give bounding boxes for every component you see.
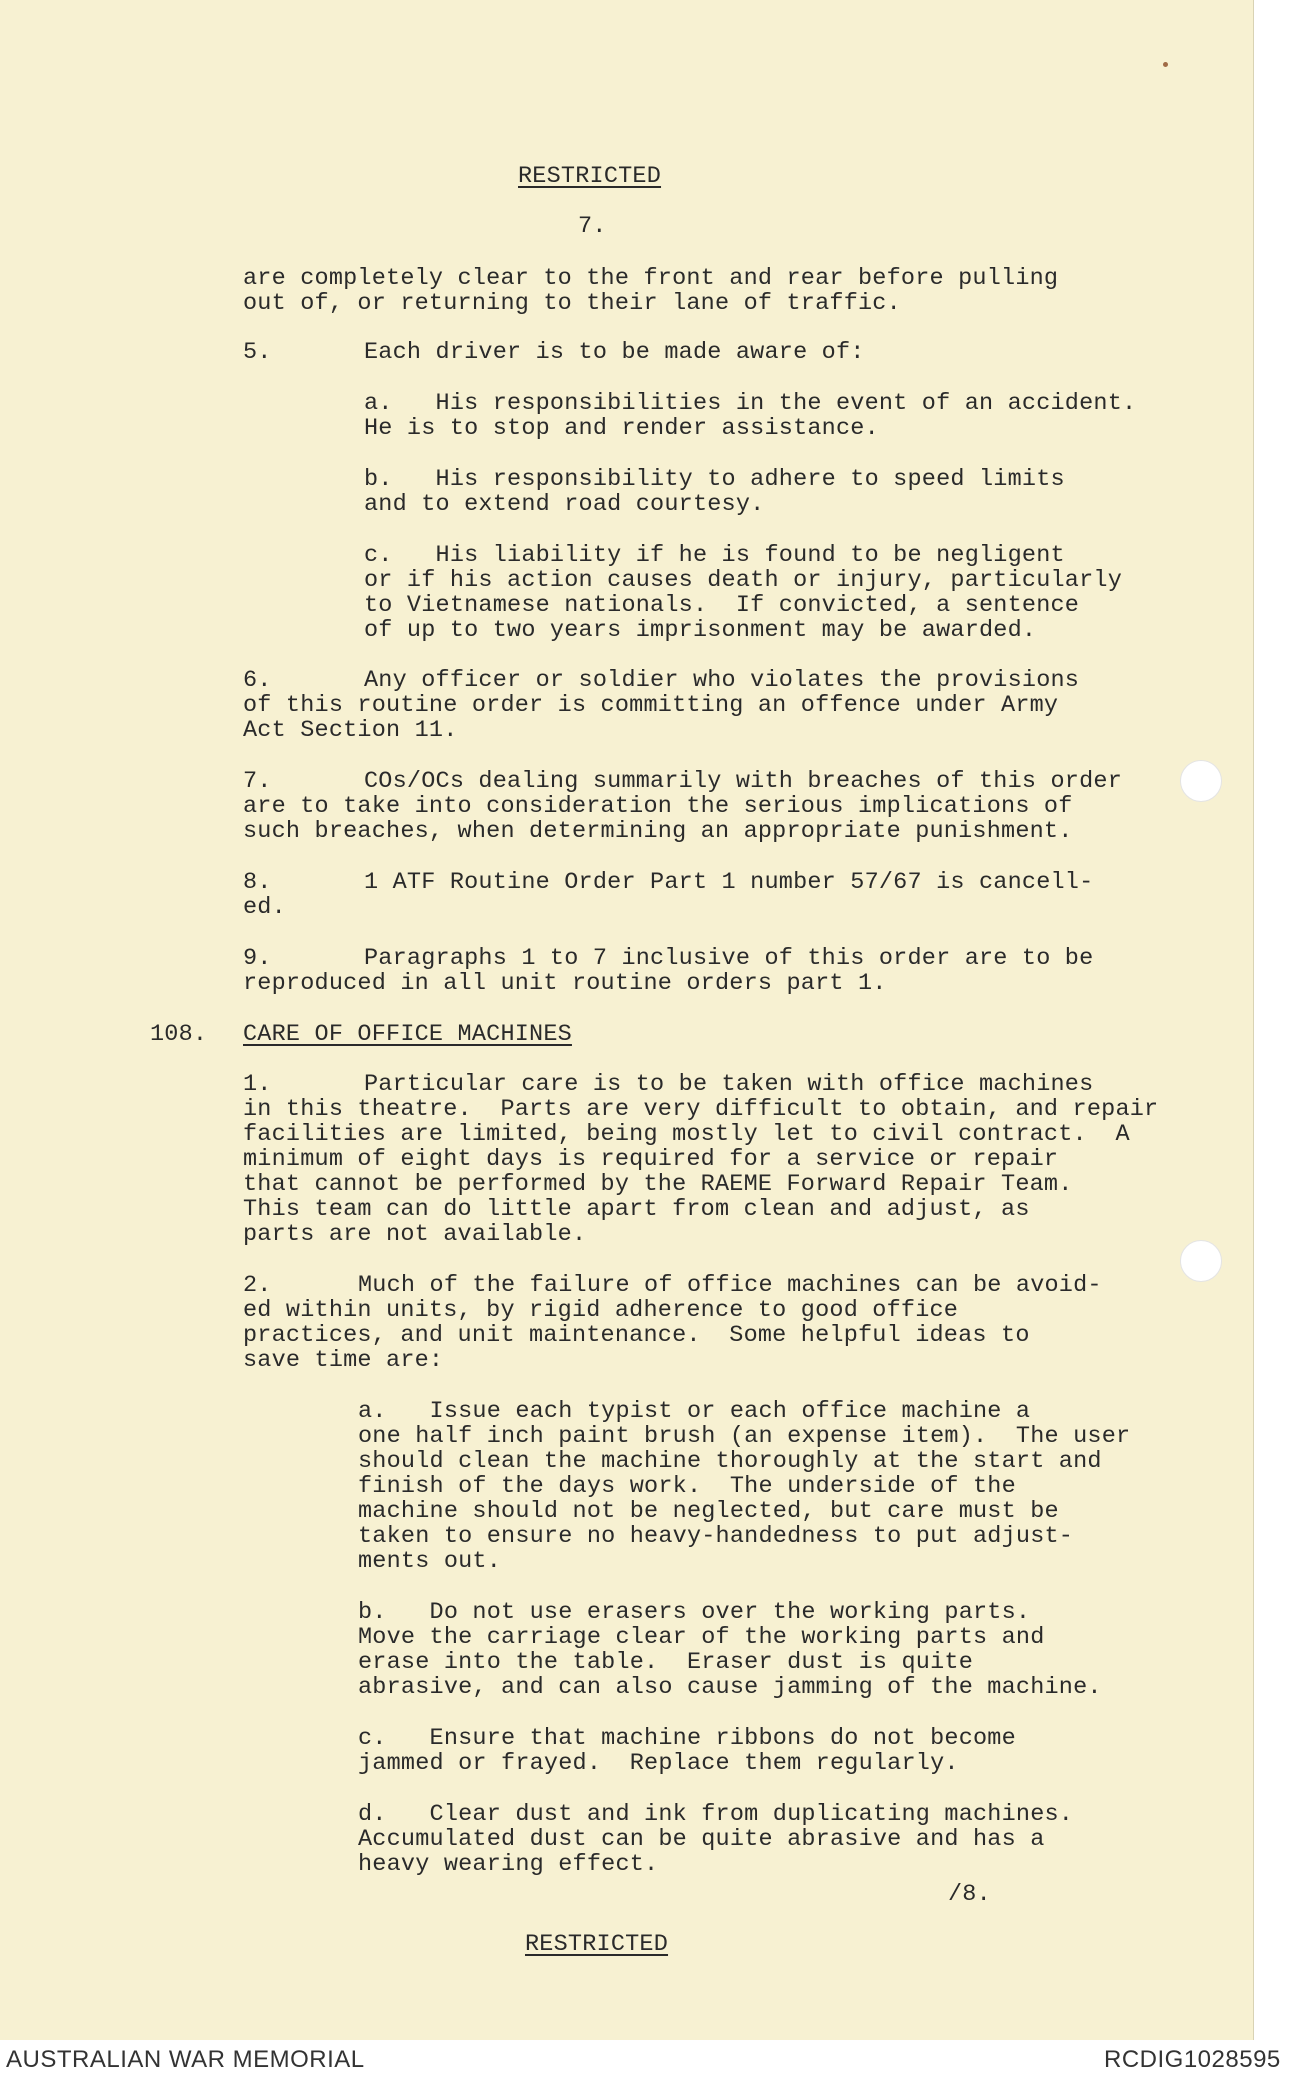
body-line: of this routine order is committing an offence under Army [243,692,1059,719]
body-line: 8. [243,869,272,896]
body-line: erase into the table. Eraser dust is quite [358,1649,973,1676]
body-line: Any officer or soldier who violates the provisions [364,667,1080,694]
body-line: out of, or returning to their lane of traffic. [243,290,901,317]
punch-hole [1180,1240,1222,1282]
body-line: He is to stop and render assistance. [364,415,879,442]
body-line: of up to two years imprisonment may be awarded. [364,617,1037,644]
body-line: This team can do little apart from clean and adjust, as [243,1196,1030,1223]
body-line: practices, and unit maintenance. Some helpful ideas to [243,1322,1030,1349]
body-line: c. His liability if he is found to be negligent [364,542,1065,569]
body-line: one half inch paint brush (an expense item). The user [358,1423,1131,1450]
body-line: taken to ensure no heavy-handedness to put adjust- [358,1523,1074,1550]
footer-classification: RESTRICTED [525,1931,669,1958]
body-line: reproduced in all unit routine orders part 1. [243,970,887,997]
header-classification: RESTRICTED [518,163,662,190]
section-number: 108. [150,1021,208,1048]
body-line: 7. [243,768,272,795]
body-line: that cannot be performed by the RAEME Forward Repair Team. [243,1171,1073,1198]
body-line: in this theatre. Parts are very difficult to obtain, and repair [243,1096,1159,1123]
body-line: facilities are limited, being mostly let to civil contract. A [243,1121,1130,1148]
body-line: ments out. [358,1548,502,1575]
body-line: Much of the failure of office machines can be avoid- [358,1272,1102,1299]
body-line: 1. [243,1071,272,1098]
body-line: c. Ensure that machine ribbons do not become [358,1725,1016,1752]
body-line: 9. [243,945,272,972]
record-id: RCDIG1028595 [1104,2046,1281,2073]
section-heading: CARE OF OFFICE MACHINES [243,1021,572,1048]
body-line: 5. [243,339,272,366]
body-line: minimum of eight days is required for a service or repair [243,1146,1059,1173]
body-line: d. Clear dust and ink from duplicating machines. [358,1801,1074,1828]
body-line: heavy wearing effect. [358,1851,659,1878]
body-line: and to extend road courtesy. [364,491,765,518]
page-number: 7. [578,213,607,240]
body-line: Particular care is to be taken with office machines [364,1071,1094,1098]
body-line: /8. [948,1881,991,1908]
body-line: 6. [243,667,272,694]
punch-hole [1180,760,1222,802]
body-line: a. Issue each typist or each office machine a [358,1398,1031,1425]
archive-credit: AUSTRALIAN WAR MEMORIAL [6,2046,365,2073]
body-line: are to take into consideration the serious implications of [243,793,1073,820]
body-line: Act Section 11. [243,717,458,744]
body-line: ed within units, by rigid adherence to good office [243,1297,959,1324]
body-line: are completely clear to the front and rear before pulling [243,265,1059,292]
body-line: parts are not available. [243,1221,587,1248]
body-line: b. Do not use erasers over the working parts. [358,1599,1031,1626]
body-line: 2. [243,1272,272,1299]
body-line: machine should not be neglected, but care must be [358,1498,1059,1525]
body-line: COs/OCs dealing summarily with breaches of this order [364,768,1123,795]
body-line: Paragraphs 1 to 7 inclusive of this order are to be [364,945,1094,972]
body-line: should clean the machine thoroughly at the start and [358,1448,1102,1475]
body-line: Each driver is to be made aware of: [364,339,865,366]
body-line: 1 ATF Routine Order Part 1 number 57/67 is cancell- [364,869,1094,896]
paper-speck [1163,62,1168,67]
body-line: finish of the days work. The underside of the [358,1473,1016,1500]
body-line: a. His responsibilities in the event of an accident. [364,390,1137,417]
body-line: Move the carriage clear of the working parts and [358,1624,1045,1651]
body-line: ed. [243,894,286,921]
body-line: such breaches, when determining an appropriate punishment. [243,818,1073,845]
body-line: Accumulated dust can be quite abrasive and has a [358,1826,1045,1853]
body-line: jammed or frayed. Replace them regularly. [358,1750,959,1777]
body-line: or if his action causes death or injury, particularly [364,567,1123,594]
body-line: b. His responsibility to adhere to speed limits [364,466,1065,493]
body-line: save time are: [243,1347,444,1374]
body-line: abrasive, and can also cause jamming of the machine. [358,1674,1102,1701]
body-line: to Vietnamese nationals. If convicted, a sentence [364,592,1080,619]
